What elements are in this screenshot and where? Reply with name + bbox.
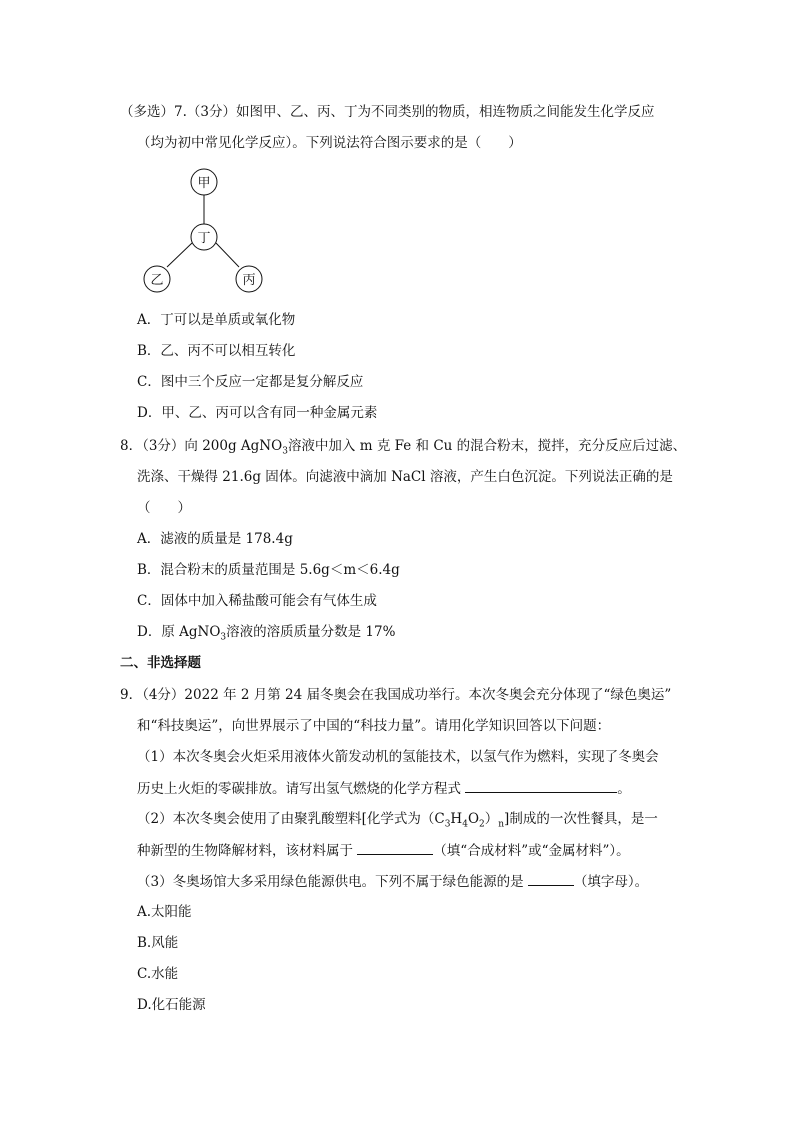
q7-option-b: B．乙、丙不可以相互转化 bbox=[137, 343, 296, 359]
q8-stem-line1: 8．（3分）向 200g AgNO$_3$溶液中加入 m 克 Fe 和 Cu 的混合粉末，搅拌，充分反应后过滤、 bbox=[120, 438, 687, 457]
q7-option-a: A．丁可以是单质或氧化物 bbox=[137, 312, 296, 328]
node-jia bbox=[191, 169, 217, 195]
q8-option-c: C．固体中加入稀盐酸可能会有气体生成 bbox=[137, 593, 377, 609]
q7-diagram bbox=[140, 168, 290, 296]
q8-option-b: B．混合粉末的质量范围是 5.6g＜m＜6.4g bbox=[137, 562, 400, 578]
q8-stem-line3: （ ） bbox=[137, 500, 191, 516]
q9-option-d: D.化石能源 bbox=[137, 997, 206, 1013]
node-jia-label: 甲 bbox=[197, 176, 211, 191]
q9-part2-line2: 种新型的生物降解材料，该材料属于 （填“合成材料”或“金属材料”）。 bbox=[137, 840, 630, 861]
node-yi bbox=[144, 266, 170, 292]
node-ding bbox=[191, 224, 217, 250]
answer-blank-1[interactable] bbox=[465, 778, 617, 793]
node-ding-label: 丁 bbox=[197, 231, 211, 246]
q8-stem-line2: 洗涤、干燥得 21.6g 固体。向滤液中滴加 NaCl 溶液，产生白色沉淀。下列说法正确的是 bbox=[137, 469, 673, 485]
q7-option-d: D．甲、乙、丙可以含有同一种金属元素 bbox=[137, 405, 378, 421]
q9-option-c: C.水能 bbox=[137, 966, 179, 982]
answer-blank-3[interactable] bbox=[528, 871, 574, 886]
q9-option-b: B.风能 bbox=[137, 935, 179, 951]
q7-option-c: C．图中三个反应一定都是复分解反应 bbox=[137, 374, 364, 390]
q9-part2-line1: （2）本次冬奥会使用了由聚乳酸塑料[化学式为$(C_3H_4O_2)_n$]制成的一次性餐具，是一 bbox=[137, 811, 658, 830]
edge-ding-yi bbox=[167, 243, 192, 267]
q9-option-a: A.太阳能 bbox=[137, 904, 192, 920]
q9-part1-line2: 历史上火炬的零碳排放。请写出氢气燃烧的化学方程式 。 bbox=[137, 778, 631, 799]
answer-blank-2[interactable] bbox=[357, 840, 433, 855]
node-bing bbox=[236, 266, 262, 292]
node-yi-label: 乙 bbox=[150, 273, 164, 288]
q7-stem-line1: （多选）7.（3分）如图甲、乙、丙、丁为不同类别的物质，相连物质之间能发生化学反应 bbox=[120, 104, 655, 120]
q9-part3: （3）冬奥场馆大多采用绿色能源供电。下列不属于绿色能源的是 （填字母）。 bbox=[137, 871, 648, 892]
q9-stem-line2: 和“科技奥运”，向世界展示了中国的“科技力量”。请用化学知识回答以下问题： bbox=[137, 718, 611, 734]
edge-ding-bing bbox=[216, 243, 239, 267]
q7-stem-line2: （均为初中常见化学反应）。下列说法符合图示要求的是（ ） bbox=[137, 135, 522, 151]
q8-option-d: D．原 AgNO$_3$溶液的溶质质量分数是 17% bbox=[137, 624, 396, 643]
q9-stem-line1: 9．（4分）2022 年 2 月第 24 届冬奥会在我国成功举行。本次冬奥会充分体现了“绿色奥运” bbox=[120, 687, 672, 703]
q9-part1-line1: （1）本次冬奥会火炬采用液体火箭发动机的氢能技术，以氢气作为燃料，实现了冬奥会 bbox=[137, 749, 659, 765]
node-bing-label: 丙 bbox=[242, 273, 256, 288]
q8-option-a: A．滤液的质量是 178.4g bbox=[137, 531, 293, 547]
section-heading: 二、非选择题 bbox=[120, 655, 201, 671]
